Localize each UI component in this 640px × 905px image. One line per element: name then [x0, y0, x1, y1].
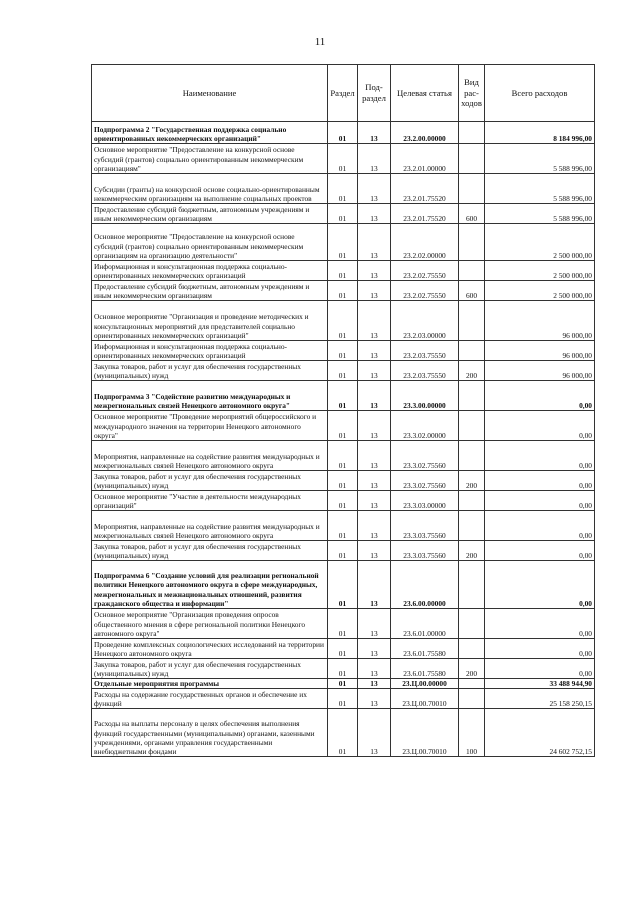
budget-table — [91, 64, 595, 757]
table-row — [92, 281, 595, 301]
cell-name: Основное мероприятие "Предоставление на конкурсной основе субсидий (грантов) социально ориентированным некоммерческим организациям" — [92, 144, 328, 174]
cell-total: 5 588 996,00 — [485, 174, 595, 204]
cell-name: Основное мероприятие "Организация проведения опросов общественного мнения в сфере региональной политики Ненецкого автономного округа" — [92, 609, 328, 639]
cell-name: Проведение комплексных социологических исследований на территории Ненецкого автономного округа — [92, 639, 328, 659]
table-row — [92, 491, 595, 511]
cell-subsection: 13 — [358, 491, 391, 511]
cell-expense-type — [459, 144, 485, 174]
cell-expense-type — [459, 511, 485, 541]
table-row — [92, 709, 595, 757]
table-row — [92, 361, 595, 381]
table-row — [92, 471, 595, 491]
cell-target-item: 23.2.03.75550 — [391, 341, 459, 361]
cell-name: Отдельные мероприятия программы — [92, 679, 328, 689]
cell-section: 01 — [328, 204, 358, 224]
cell-subsection: 13 — [358, 341, 391, 361]
cell-subsection: 13 — [358, 709, 391, 757]
table-row — [92, 639, 595, 659]
cell-total: 0,00 — [485, 381, 595, 411]
page-number: 11 — [314, 36, 326, 48]
table-row — [92, 541, 595, 561]
cell-name: Закупка товаров, работ и услуг для обеспечения государственных (муниципальных) нужд — [92, 471, 328, 491]
cell-subsection: 13 — [358, 561, 391, 609]
cell-name: Подпрограмма 2 "Государственная поддержка социально ориентированных некоммерческих организаций" — [92, 122, 328, 144]
cell-expense-type: 200 — [459, 361, 485, 381]
cell-name: Основное мероприятие "Предоставление на конкурсной основе субсидий (грантов) социально ориентированным некоммерческим организациям на организацию деятельности" — [92, 224, 328, 261]
cell-expense-type — [459, 561, 485, 609]
cell-target-item: 23.2.03.75550 — [391, 361, 459, 381]
cell-total: 25 158 250,15 — [485, 689, 595, 709]
cell-section: 01 — [328, 679, 358, 689]
cell-total: 0,00 — [485, 411, 595, 441]
header-expense-type: Вид рас-ходов — [459, 65, 485, 122]
table-row — [92, 144, 595, 174]
cell-subsection: 13 — [358, 541, 391, 561]
cell-expense-type — [459, 411, 485, 441]
cell-subsection: 13 — [358, 471, 391, 491]
cell-total: 2 500 000,00 — [485, 261, 595, 281]
table-row — [92, 689, 595, 709]
cell-expense-type — [459, 301, 485, 341]
cell-expense-type — [459, 639, 485, 659]
cell-section: 01 — [328, 441, 358, 471]
cell-section: 01 — [328, 361, 358, 381]
cell-name: Предоставление субсидий бюджетным, автономным учреждениям и иным некоммерческим организациям — [92, 204, 328, 224]
cell-subsection: 13 — [358, 679, 391, 689]
cell-expense-type: 100 — [459, 709, 485, 757]
table-row — [92, 301, 595, 341]
cell-expense-type — [459, 122, 485, 144]
cell-subsection: 13 — [358, 659, 391, 679]
cell-subsection: 13 — [358, 122, 391, 144]
cell-total: 0,00 — [485, 609, 595, 639]
cell-subsection: 13 — [358, 441, 391, 471]
cell-subsection: 13 — [358, 639, 391, 659]
cell-name: Расходы на содержание государственных органов и обеспечение их функций — [92, 689, 328, 709]
cell-target-item: 23.6.00.00000 — [391, 561, 459, 609]
cell-expense-type — [459, 689, 485, 709]
cell-total: 0,00 — [485, 511, 595, 541]
header-subsection: Под-раздел — [358, 65, 391, 122]
table-row — [92, 174, 595, 204]
cell-total: 96 000,00 — [485, 341, 595, 361]
cell-name: Информационная и консультационная поддержка социально-ориентированных некоммерческих организаций — [92, 341, 328, 361]
table-row — [92, 122, 595, 144]
cell-section: 01 — [328, 471, 358, 491]
cell-total: 0,00 — [485, 639, 595, 659]
cell-name: Субсидии (гранты) на конкурсной основе социально-ориентированным некоммерческим организациям на выполнение социальных проектов — [92, 174, 328, 204]
cell-name: Расходы на выплаты персоналу в целях обеспечения выполнения функций государственными (муниципальными) органами, казенными учреждениями, органами управления государственными внебюджетными фондами — [92, 709, 328, 757]
cell-expense-type — [459, 609, 485, 639]
cell-subsection: 13 — [358, 174, 391, 204]
cell-subsection: 13 — [358, 261, 391, 281]
cell-total: 33 488 944,90 — [485, 679, 595, 689]
header-total: Всего расходов — [485, 65, 595, 122]
cell-target-item: 23.6.01.75580 — [391, 659, 459, 679]
cell-target-item: 23.Ц.00.00000 — [391, 679, 459, 689]
cell-target-item: 23.3.03.00000 — [391, 491, 459, 511]
cell-section: 01 — [328, 689, 358, 709]
cell-name: Основное мероприятие "Участие в деятельности международных организаций" — [92, 491, 328, 511]
table-row — [92, 511, 595, 541]
cell-subsection: 13 — [358, 361, 391, 381]
cell-total: 0,00 — [485, 561, 595, 609]
cell-target-item: 23.2.02.00000 — [391, 224, 459, 261]
cell-target-item: 23.2.03.00000 — [391, 301, 459, 341]
cell-target-item: 23.3.00.00000 — [391, 381, 459, 411]
cell-subsection: 13 — [358, 224, 391, 261]
cell-target-item: 23.Ц.00.70010 — [391, 709, 459, 757]
cell-target-item: 23.3.03.75560 — [391, 541, 459, 561]
table-row — [92, 261, 595, 281]
cell-target-item: 23.3.02.75560 — [391, 471, 459, 491]
cell-expense-type — [459, 224, 485, 261]
cell-total: 0,00 — [485, 659, 595, 679]
cell-section: 01 — [328, 341, 358, 361]
cell-total: 0,00 — [485, 491, 595, 511]
cell-total: 5 588 996,00 — [485, 144, 595, 174]
cell-target-item: 23.3.02.75560 — [391, 441, 459, 471]
cell-total: 2 500 000,00 — [485, 224, 595, 261]
cell-subsection: 13 — [358, 609, 391, 639]
cell-subsection: 13 — [358, 301, 391, 341]
cell-section: 01 — [328, 561, 358, 609]
cell-expense-type — [459, 381, 485, 411]
cell-total: 0,00 — [485, 441, 595, 471]
cell-section: 01 — [328, 639, 358, 659]
cell-expense-type — [459, 261, 485, 281]
cell-expense-type — [459, 491, 485, 511]
cell-expense-type: 600 — [459, 281, 485, 301]
cell-target-item: 23.3.02.00000 — [391, 411, 459, 441]
cell-name: Основное мероприятие "Организация и проведение методических и консультационных мероприятий для представителей социально ориентированных некоммерческих организаций" — [92, 301, 328, 341]
cell-section: 01 — [328, 281, 358, 301]
header-row — [92, 65, 595, 122]
table-row — [92, 411, 595, 441]
cell-section: 01 — [328, 511, 358, 541]
table-row — [92, 341, 595, 361]
cell-total: 24 602 752,15 — [485, 709, 595, 757]
cell-section: 01 — [328, 261, 358, 281]
header-section: Раздел — [328, 65, 358, 122]
cell-section: 01 — [328, 541, 358, 561]
cell-section: 01 — [328, 411, 358, 441]
cell-name: Подпрограмма 6 "Создание условий для реализации региональной политики Ненецкого автономного округа в сфере международных, межрегиональных и межнациональных отношений, развития гражданского общества и информации" — [92, 561, 328, 609]
cell-total: 8 184 996,00 — [485, 122, 595, 144]
cell-name: Информационная и консультационная поддержка социально-ориентированных некоммерческих организаций — [92, 261, 328, 281]
cell-section: 01 — [328, 122, 358, 144]
cell-section: 01 — [328, 174, 358, 204]
cell-subsection: 13 — [358, 281, 391, 301]
cell-section: 01 — [328, 301, 358, 341]
cell-target-item: 23.6.01.75580 — [391, 639, 459, 659]
cell-name: Мероприятия, направленные на содействие развития международных и межрегиональных связей Ненецкого автономного округа — [92, 511, 328, 541]
cell-name: Предоставление субсидий бюджетным, автономным учреждениям и иным некоммерческим организациям — [92, 281, 328, 301]
table-row — [92, 441, 595, 471]
cell-expense-type — [459, 441, 485, 471]
cell-section: 01 — [328, 659, 358, 679]
table-row — [92, 679, 595, 689]
cell-name: Закупка товаров, работ и услуг для обеспечения государственных (муниципальных) нужд — [92, 541, 328, 561]
cell-section: 01 — [328, 224, 358, 261]
cell-total: 2 500 000,00 — [485, 281, 595, 301]
cell-section: 01 — [328, 381, 358, 411]
cell-name: Основное мероприятие "Проведение мероприятий общероссийского и международного значения на территории Ненецкого автономного округа" — [92, 411, 328, 441]
cell-target-item: 23.2.01.00000 — [391, 144, 459, 174]
cell-total: 96 000,00 — [485, 361, 595, 381]
cell-subsection: 13 — [358, 411, 391, 441]
table-row — [92, 609, 595, 639]
cell-expense-type: 200 — [459, 541, 485, 561]
cell-name: Мероприятия, направленные на содействие развития международных и межрегиональных связей Ненецкого автономного округа — [92, 441, 328, 471]
cell-section: 01 — [328, 144, 358, 174]
cell-expense-type — [459, 679, 485, 689]
cell-target-item: 23.2.02.75550 — [391, 261, 459, 281]
cell-section: 01 — [328, 491, 358, 511]
cell-section: 01 — [328, 609, 358, 639]
cell-target-item: 23.2.01.75520 — [391, 174, 459, 204]
cell-subsection: 13 — [358, 381, 391, 411]
table-row — [92, 204, 595, 224]
cell-subsection: 13 — [358, 204, 391, 224]
cell-name: Закупка товаров, работ и услуг для обеспечения государственных (муниципальных) нужд — [92, 659, 328, 679]
cell-total: 0,00 — [485, 471, 595, 491]
cell-name: Закупка товаров, работ и услуг для обеспечения государственных (муниципальных) нужд — [92, 361, 328, 381]
cell-total: 0,00 — [485, 541, 595, 561]
header-name: Наименование — [92, 65, 328, 122]
cell-target-item: 23.2.02.75550 — [391, 281, 459, 301]
header-target-item: Целевая статья — [391, 65, 459, 122]
cell-subsection: 13 — [358, 689, 391, 709]
cell-expense-type: 200 — [459, 659, 485, 679]
cell-expense-type — [459, 174, 485, 204]
table-row — [92, 381, 595, 411]
cell-section: 01 — [328, 709, 358, 757]
cell-expense-type: 200 — [459, 471, 485, 491]
cell-subsection: 13 — [358, 511, 391, 541]
cell-total: 96 000,00 — [485, 301, 595, 341]
cell-expense-type — [459, 341, 485, 361]
cell-target-item: 23.3.03.75560 — [391, 511, 459, 541]
table-row — [92, 224, 595, 261]
cell-target-item: 23.6.01.00000 — [391, 609, 459, 639]
cell-target-item: 23.2.00.00000 — [391, 122, 459, 144]
cell-total: 5 588 996,00 — [485, 204, 595, 224]
cell-target-item: 23.Ц.00.70010 — [391, 689, 459, 709]
cell-expense-type: 600 — [459, 204, 485, 224]
table-row — [92, 561, 595, 609]
cell-subsection: 13 — [358, 144, 391, 174]
cell-target-item: 23.2.01.75520 — [391, 204, 459, 224]
table-row — [92, 659, 595, 679]
cell-name: Подпрограмма 3 "Содействие развитию международных и межрегиональных связей Ненецкого автономного округа" — [92, 381, 328, 411]
